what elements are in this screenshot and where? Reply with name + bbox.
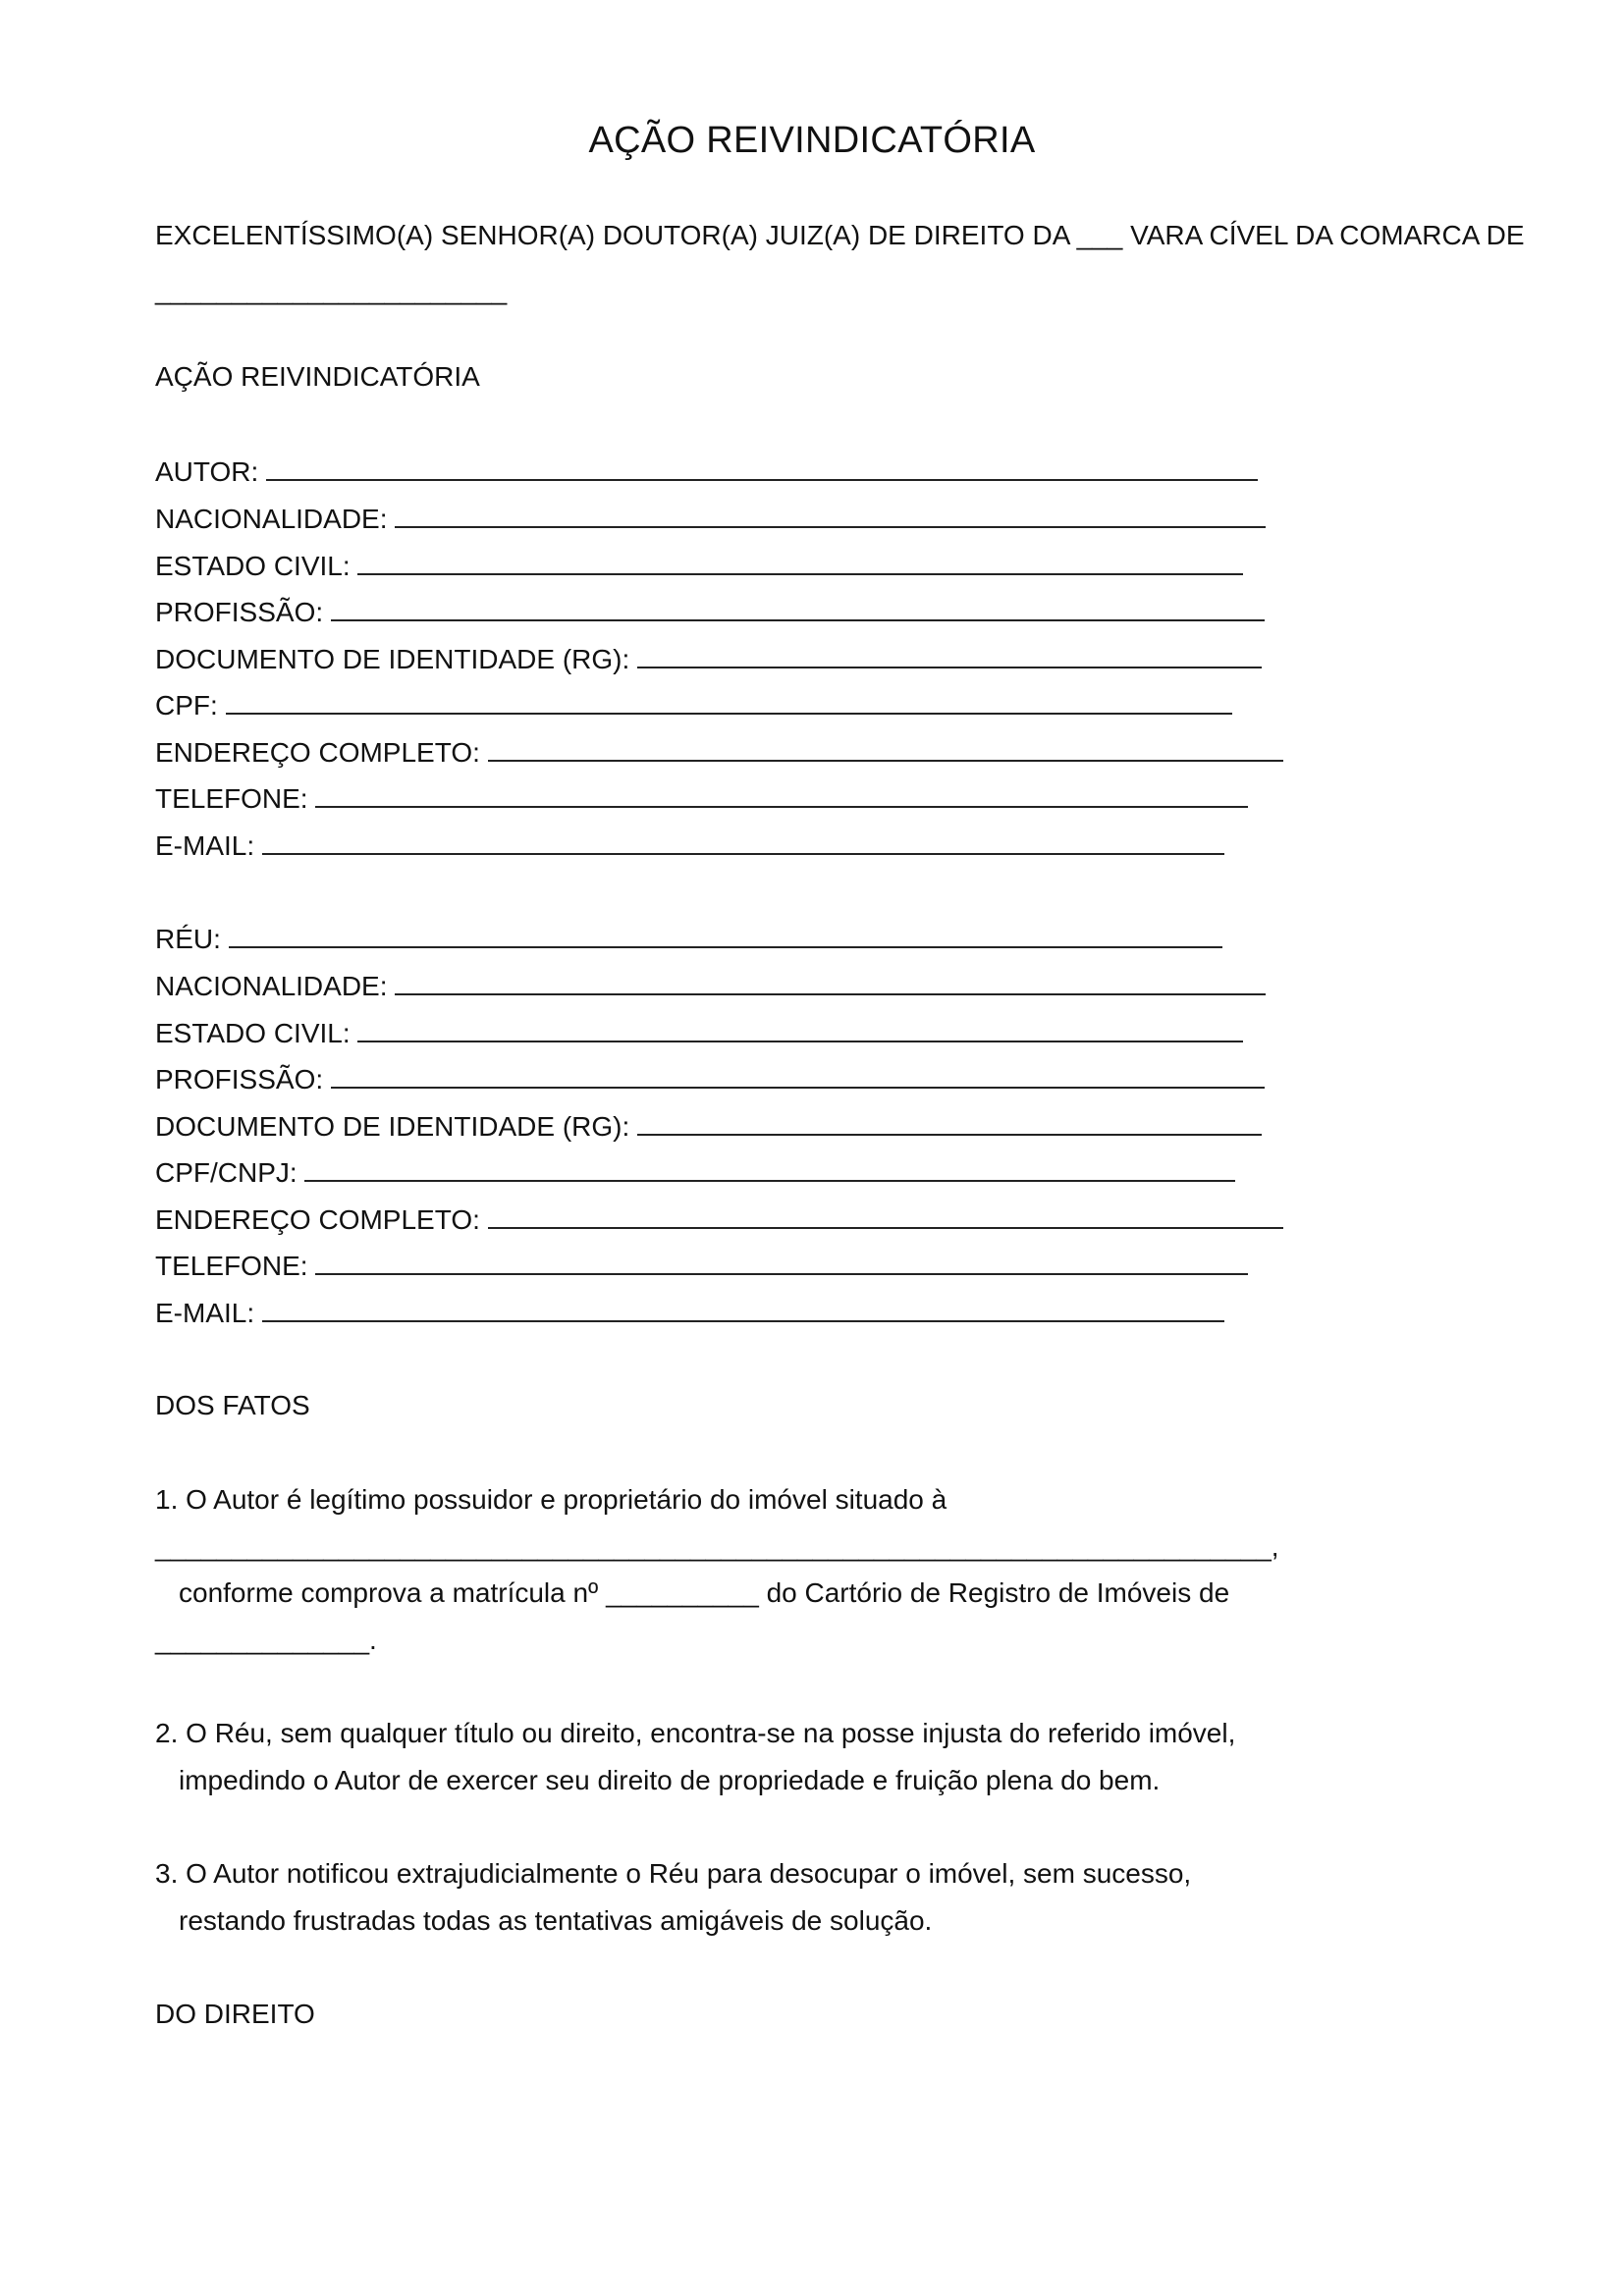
fato-2-line-1: 2. O Réu, sem qualquer título ou direito, encontra-se na posse injusta do referido imóvel, <box>155 1718 1236 1748</box>
fato-1-line-4: ______________. <box>155 1625 377 1655</box>
fato-3-line-2: restando frustradas todas as tentativas amigáveis de solução. <box>179 1905 933 1936</box>
autor-nacionalidade-blank[interactable] <box>395 501 1266 528</box>
autor-rg-field <box>155 641 1262 677</box>
reu-nacionalidade-blank[interactable] <box>395 968 1266 995</box>
autor-cpf-field <box>155 687 1232 723</box>
reu-endereco-field <box>155 1201 1283 1238</box>
fato-1-line-2: _________________________________________________________________________, <box>155 1531 1279 1562</box>
autor-rg-label: DOCUMENTO DE IDENTIDADE (RG): <box>155 644 630 674</box>
autor-profissao-label: PROFISSÃO: <box>155 597 324 627</box>
fato-1-line-3: conforme comprova a matrícula nº __________ do Cartório de Registro de Imóveis de <box>179 1577 1230 1608</box>
autor-profissao-blank[interactable] <box>331 594 1265 621</box>
action-name: AÇÃO REIVINDICATÓRIA <box>155 361 480 392</box>
do-direito-heading: DO DIREITO <box>155 1999 315 2029</box>
autor-cpf-label: CPF: <box>155 690 218 721</box>
reu-telefone-label: TELEFONE: <box>155 1251 308 1281</box>
reu-profissao-blank[interactable] <box>331 1061 1265 1089</box>
document-title: AÇÃO REIVINDICATÓRIA <box>588 120 1036 161</box>
reu-email-label: E-MAIL: <box>155 1298 255 1328</box>
reu-nacionalidade-field <box>155 968 1266 1004</box>
reu-label: RÉU: <box>155 924 221 954</box>
reu-field <box>155 921 1222 957</box>
autor-telefone-field <box>155 780 1248 817</box>
reu-rg-blank[interactable] <box>637 1108 1262 1136</box>
reu-estado-civil-label: ESTADO CIVIL: <box>155 1018 351 1048</box>
autor-cpf-blank[interactable] <box>226 687 1232 715</box>
addressee-blank: _______________________ <box>155 275 508 305</box>
reu-cpf-cnpj-blank[interactable] <box>304 1154 1235 1182</box>
reu-estado-civil-field <box>155 1015 1243 1051</box>
autor-estado-civil-field <box>155 548 1243 584</box>
addressee-line: EXCELENTÍSSIMO(A) SENHOR(A) DOUTOR(A) JUIZ(A) DE DIREITO DA ___ VARA CÍVEL DA COMARCA DE <box>155 220 1525 250</box>
reu-blank[interactable] <box>229 921 1222 948</box>
reu-cpf-cnpj-field <box>155 1154 1235 1191</box>
reu-nacionalidade-label: NACIONALIDADE: <box>155 971 388 1001</box>
reu-telefone-field <box>155 1248 1248 1284</box>
dos-fatos-heading: DOS FATOS <box>155 1390 310 1420</box>
reu-telefone-blank[interactable] <box>315 1248 1248 1275</box>
autor-field <box>155 454 1258 490</box>
autor-telefone-label: TELEFONE: <box>155 783 308 814</box>
reu-email-field <box>155 1295 1224 1331</box>
reu-email-blank[interactable] <box>262 1295 1224 1322</box>
autor-endereco-label: ENDEREÇO COMPLETO: <box>155 737 480 768</box>
autor-telefone-blank[interactable] <box>315 780 1248 808</box>
fato-1-line-1: 1. O Autor é legítimo possuidor e proprietário do imóvel situado à <box>155 1484 947 1515</box>
autor-email-field <box>155 828 1224 864</box>
autor-blank[interactable] <box>266 454 1258 481</box>
reu-endereco-blank[interactable] <box>488 1201 1283 1229</box>
autor-estado-civil-label: ESTADO CIVIL: <box>155 551 351 581</box>
autor-label: AUTOR: <box>155 456 259 487</box>
autor-email-blank[interactable] <box>262 828 1224 855</box>
reu-endereco-label: ENDEREÇO COMPLETO: <box>155 1204 480 1235</box>
reu-rg-field <box>155 1108 1262 1145</box>
reu-estado-civil-blank[interactable] <box>357 1015 1243 1042</box>
autor-estado-civil-blank[interactable] <box>357 548 1243 575</box>
reu-profissao-label: PROFISSÃO: <box>155 1064 324 1095</box>
fato-2-line-2: impedindo o Autor de exercer seu direito de propriedade e fruição plena do bem. <box>179 1765 1161 1795</box>
reu-rg-label: DOCUMENTO DE IDENTIDADE (RG): <box>155 1111 630 1142</box>
autor-endereco-blank[interactable] <box>488 734 1283 762</box>
reu-cpf-cnpj-label: CPF/CNPJ: <box>155 1157 298 1188</box>
fato-3-line-1: 3. O Autor notificou extrajudicialmente o Réu para desocupar o imóvel, sem sucesso, <box>155 1858 1192 1889</box>
reu-profissao-field <box>155 1061 1265 1097</box>
autor-rg-blank[interactable] <box>637 641 1262 668</box>
autor-email-label: E-MAIL: <box>155 830 255 861</box>
autor-nacionalidade-label: NACIONALIDADE: <box>155 504 388 534</box>
autor-endereco-field <box>155 734 1283 771</box>
autor-profissao-field <box>155 594 1265 630</box>
autor-nacionalidade-field <box>155 501 1266 537</box>
